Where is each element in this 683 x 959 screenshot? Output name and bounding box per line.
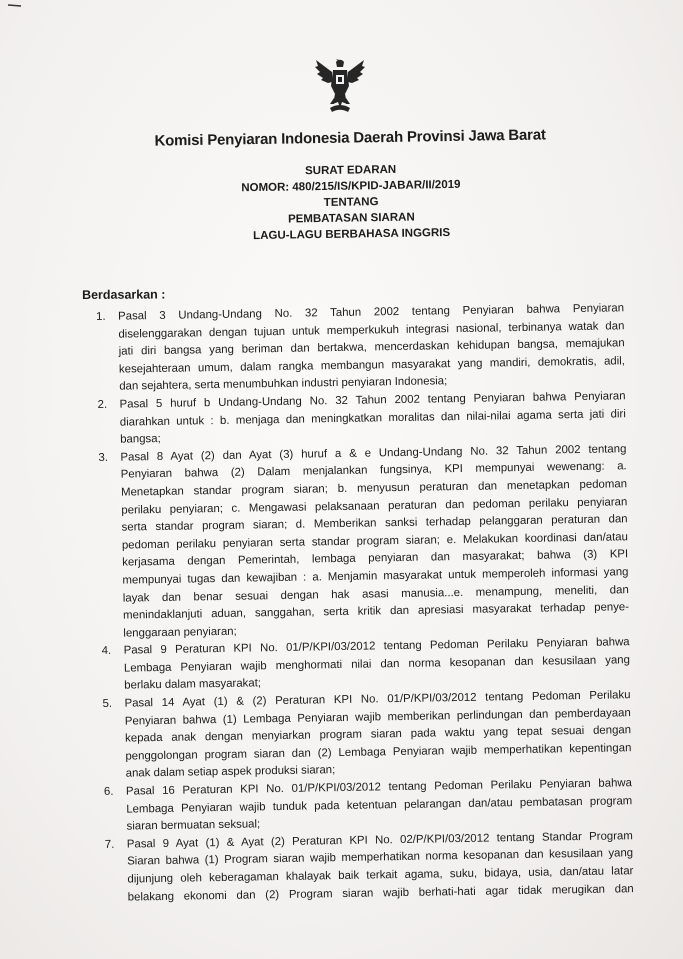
item-text (124, 634, 631, 695)
text-line: jati diri bangsa yang beriman dan bertakwa, mencerdaskan kehidupan bangsa, memajukan (118, 337, 625, 358)
basis-list (96, 300, 634, 907)
letter-subject-line-2: LAGU-LAGU BERBAHASA INGGRIS (253, 226, 451, 243)
text-line: serta standar program siaran; d. Memberikan sanksi terhadap pelanggaran peraturan dan (121, 513, 628, 534)
basis-label: Berdasarkan : (82, 287, 166, 302)
text-line: Lembaga Penyiaran wajib tunduk pada ketentuan pelarangan dan/atau pembatasan program (126, 794, 633, 816)
item-text (124, 687, 631, 783)
text-line: belakang ekonomi dan (2) Program siaran wajib berhati-hati agar tidak merugikan dan (127, 882, 634, 904)
item-text (118, 300, 625, 396)
list-item (104, 775, 633, 837)
text-line: berlaku dalam masyarakat; (124, 677, 262, 693)
text-line: Pasal 16 Peraturan KPI No. 01/P/KPI/03/2012 tentang Pedoman Perilaku Penyiaran bahwa (125, 777, 633, 798)
letter-type: SURAT EDARAN (304, 163, 397, 178)
list-item (102, 687, 631, 784)
item-number: 1. (96, 310, 106, 323)
list-item (105, 828, 634, 907)
pen-mark (8, 4, 22, 7)
text-line: Lembaga Penyiaran wajib menghormati nilai dan norma kesopanan dan kesusilaan yang (123, 654, 630, 675)
text-line: lenggaraan penyiaran; (123, 625, 237, 640)
text-line: Pasal 9 Peraturan KPI No. 01/P/KPI/03/2012 tentang Pedoman Perilaku Penyiaran bahwa (123, 636, 630, 657)
text-line: Pasal 8 Ayat (2) dan Ayat (3) huruf a & e Undang-Undang No. 32 Tahun 2002 tentang (120, 442, 627, 464)
text-line: Pasal 3 Undang-Undang No. 32 Tahun 2002 tentang Penyiaran bahwa Penyiaran (118, 302, 625, 323)
text-line: kerjasama dengan Pemerintah, lembaga penyiaran dan masyarakat; bahwa (3) KPI (122, 548, 629, 569)
text-line: siaran bermuatan seksual; (126, 818, 261, 833)
text-line: Menetapkan standar program siaran; b. menyusun peraturan dan menetapkan pedoman (120, 478, 628, 499)
text-line: menindaklanjuti aduan, sanggahan, serta kritik dan apresiasi masyarakat terhadap penye- (122, 601, 630, 622)
text-line: Pasal 9 Ayat (1) & Ayat (2) Peraturan KPI No. 02/P/KPI/03/2012 tentang Standar Program (126, 829, 633, 851)
text-line: dijunjung oleh keberagaman khalayak baik terkait agama, suku, bidaya, usia, dan/atau latar (127, 865, 634, 886)
item-number: 5. (102, 697, 113, 711)
text-line: Pasal 5 huruf b Undang-Undang No. 32 Tahun 2002 tentang Penyiaran bahwa Penyiaran (119, 390, 626, 411)
garuda-emblem-icon (312, 58, 368, 120)
text-line: diselenggarakan dengan tujuan untuk memperkukuh integrasi nasional, terbinanya watak dan (118, 319, 625, 341)
text-line: diarahkan untuk : b. menjaga dan meningkatkan moralitas dan nilai-nilai agama serta jati diri (119, 407, 626, 429)
item-number: 7. (104, 838, 115, 851)
item-number: 2. (97, 398, 108, 411)
letter-number: NOMOR: 480/215/IS/KPID-JABAR/II/2019 (241, 178, 461, 195)
text-line: kesejahteraan umum, dalam rangka membangun masyarakat yang mandiri, demokratis, adil, (118, 355, 626, 376)
letter-about-label: TENTANG (323, 196, 379, 209)
text-line: penggolongan program siaran dan (2) Lembaga Penyiaran wajib memperhatikan kepentingan (125, 742, 632, 763)
letter-subject-line-1: PEMBATASAN SIARAN (287, 211, 415, 226)
list-item (96, 300, 625, 397)
list-item (97, 388, 626, 450)
institution-name: Komisi Penyiaran Indonesia Daerah Provinsi Jawa Barat (154, 126, 546, 150)
item-number: 6. (103, 785, 114, 798)
text-line: anak dalam setiap aspek produksi siaran; (125, 764, 336, 781)
text-line: Penyiaran bahwa (2) Dalam menjalankan fungsinya, KPI mempunyai wewenang: a. (120, 460, 627, 481)
item-number: 4. (101, 645, 112, 658)
list-item (98, 441, 629, 643)
text-line: dan sejahtera, serta menumbuhkan industri penyiaran Indonesia; (119, 375, 448, 393)
letter-title (131, 159, 572, 246)
text-line: layak dan benar sesuai dengan hak asasi manusia...e. menampung, meneliti, dan (122, 583, 629, 605)
item-number: 3. (98, 451, 109, 464)
text-line: Siaran bahwa (1) Program siaran wajib memperhatikan norma kesopanan dan kesusilaan yang (127, 847, 634, 868)
item-text (127, 828, 634, 907)
text-line: bangsa; (120, 433, 161, 446)
item-text (126, 775, 633, 836)
item-text (120, 441, 629, 643)
text-line: Penyiaran bahwa (1) Lembaga Penyiaran wajib memberikan perlindungan dan pemberdayaan (124, 706, 631, 728)
letter-header (130, 126, 572, 246)
text-line: pedoman perilaku penyiaran serta standar program siaran; e. Melakukan koordinasi dan/atau (121, 530, 628, 552)
text-line: mempunyai tugas dan kewajiban : a. Menjamin masyarakat untuk memperoleh informasi yang (122, 566, 629, 587)
list-item (102, 634, 631, 696)
text-line: perilaku penyiaran; c. Mengawasi pelaksanaan peraturan dan pedoman perilaku penyiaran (121, 495, 628, 517)
text-line: kepada anak dengan menyiarkan program siaran pada waktu yang tepat sesuai dengan (125, 724, 632, 745)
text-line: Pasal 14 Ayat (1) & (2) Peraturan KPI No. 01/P/KPI/03/2012 tentang Pedoman Perilaku (124, 689, 631, 710)
item-text (119, 388, 626, 449)
